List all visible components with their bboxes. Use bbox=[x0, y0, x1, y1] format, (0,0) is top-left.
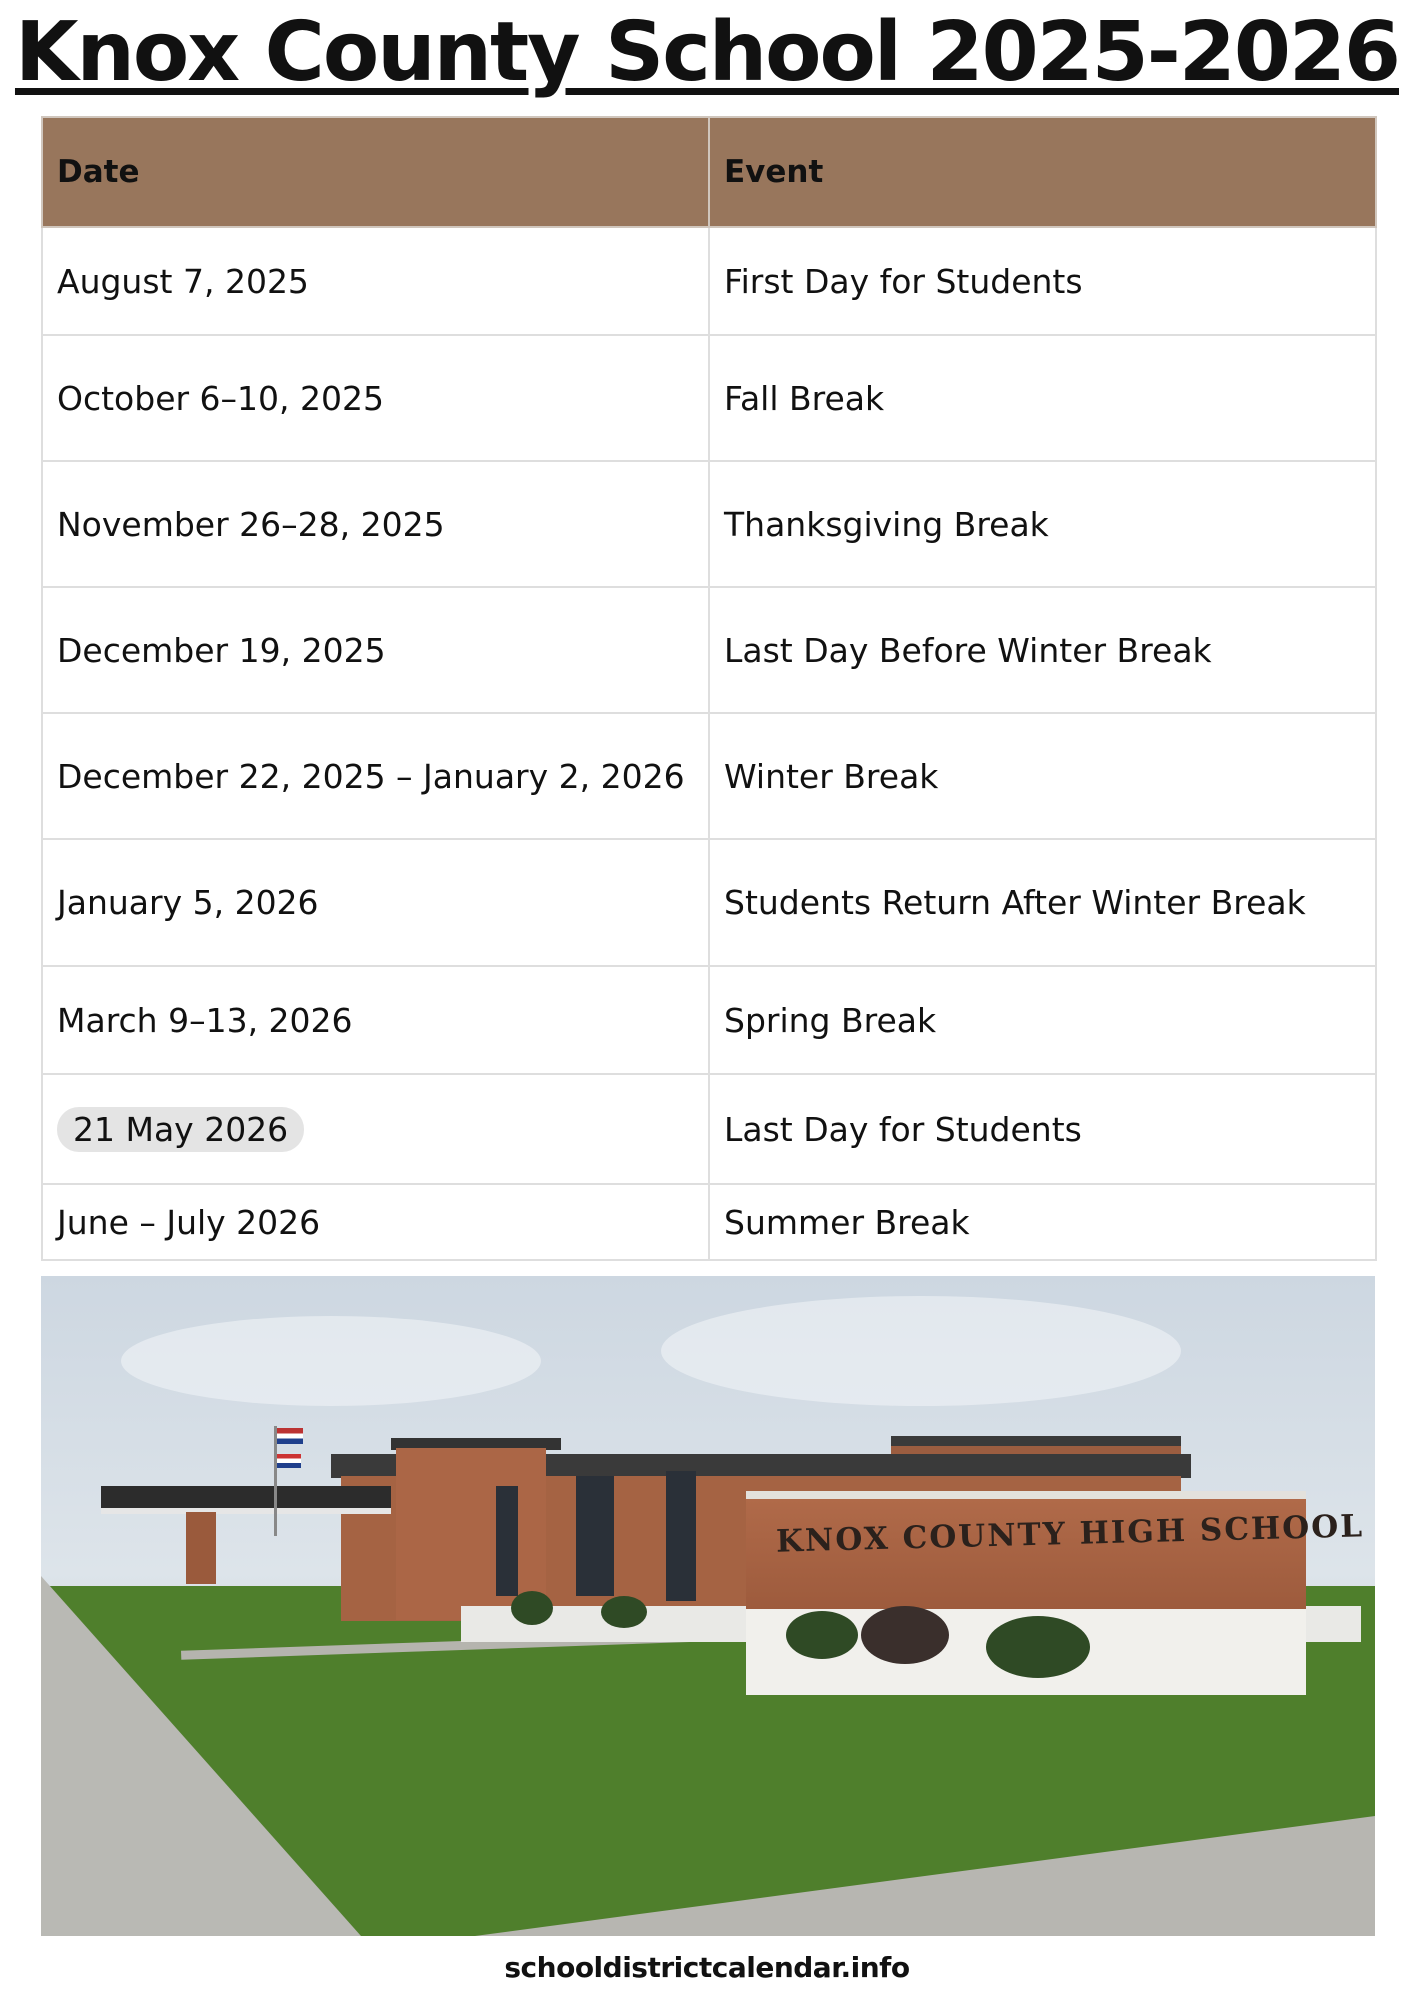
us-flag bbox=[277, 1428, 303, 1444]
event-cell: Fall Break bbox=[709, 335, 1376, 461]
window bbox=[666, 1471, 696, 1601]
date-cell: August 7, 2025 bbox=[42, 227, 709, 335]
school-building-photo bbox=[41, 1276, 1375, 1936]
event-cell: Winter Break bbox=[709, 713, 1376, 839]
event-cell: Students Return After Winter Break bbox=[709, 839, 1376, 966]
event-cell: First Day for Students bbox=[709, 227, 1376, 335]
table-row bbox=[42, 1184, 1376, 1260]
date-cell: December 22, 2025 – January 2, 2026 bbox=[42, 713, 709, 839]
date-cell: October 6–10, 2025 bbox=[42, 335, 709, 461]
date-highlight-pill: 21 May 2026 bbox=[57, 1107, 304, 1152]
date-cell: November 26–28, 2025 bbox=[42, 461, 709, 587]
window bbox=[496, 1486, 518, 1596]
event-cell: Last Day Before Winter Break bbox=[709, 587, 1376, 713]
table-row bbox=[42, 461, 1376, 587]
page-title: Knox County School 2025-2026 bbox=[14, 5, 1399, 100]
event-cell: Thanksgiving Break bbox=[709, 461, 1376, 587]
school-sign-text: KNOX COUNTY HIGH SCHOOL bbox=[775, 1508, 1365, 1560]
date-cell: January 5, 2026 bbox=[42, 839, 709, 966]
date-cell bbox=[42, 1074, 709, 1184]
shrub bbox=[601, 1596, 647, 1628]
state-flag bbox=[277, 1454, 301, 1468]
shrub bbox=[511, 1591, 553, 1625]
date-cell: March 9–13, 2026 bbox=[42, 966, 709, 1074]
date-column-header: Date bbox=[42, 117, 709, 227]
table-row bbox=[42, 587, 1376, 713]
cloud bbox=[661, 1296, 1181, 1406]
table-row bbox=[42, 966, 1376, 1074]
footer-site-url: schooldistrictcalendar.info bbox=[504, 1951, 910, 1984]
table-row bbox=[42, 1074, 1376, 1184]
cloud bbox=[121, 1316, 541, 1406]
table-row bbox=[42, 713, 1376, 839]
shrub bbox=[986, 1616, 1090, 1678]
canopy-column bbox=[186, 1512, 216, 1584]
event-cell: Spring Break bbox=[709, 966, 1376, 1074]
window bbox=[576, 1476, 614, 1596]
event-column-header: Event bbox=[709, 117, 1376, 227]
sidewalk bbox=[41, 1576, 361, 1936]
shrub bbox=[861, 1606, 949, 1664]
table-row bbox=[42, 227, 1376, 335]
table-header-row bbox=[42, 117, 1376, 227]
calendar-table bbox=[41, 116, 1377, 1261]
shrub bbox=[786, 1611, 858, 1659]
event-cell: Summer Break bbox=[709, 1184, 1376, 1260]
event-cell: Last Day for Students bbox=[709, 1074, 1376, 1184]
entrance-canopy bbox=[101, 1486, 391, 1514]
table-row bbox=[42, 335, 1376, 461]
sidewalk bbox=[475, 1816, 1375, 1936]
table-row bbox=[42, 839, 1376, 966]
date-cell: June – July 2026 bbox=[42, 1184, 709, 1260]
date-cell: December 19, 2025 bbox=[42, 587, 709, 713]
